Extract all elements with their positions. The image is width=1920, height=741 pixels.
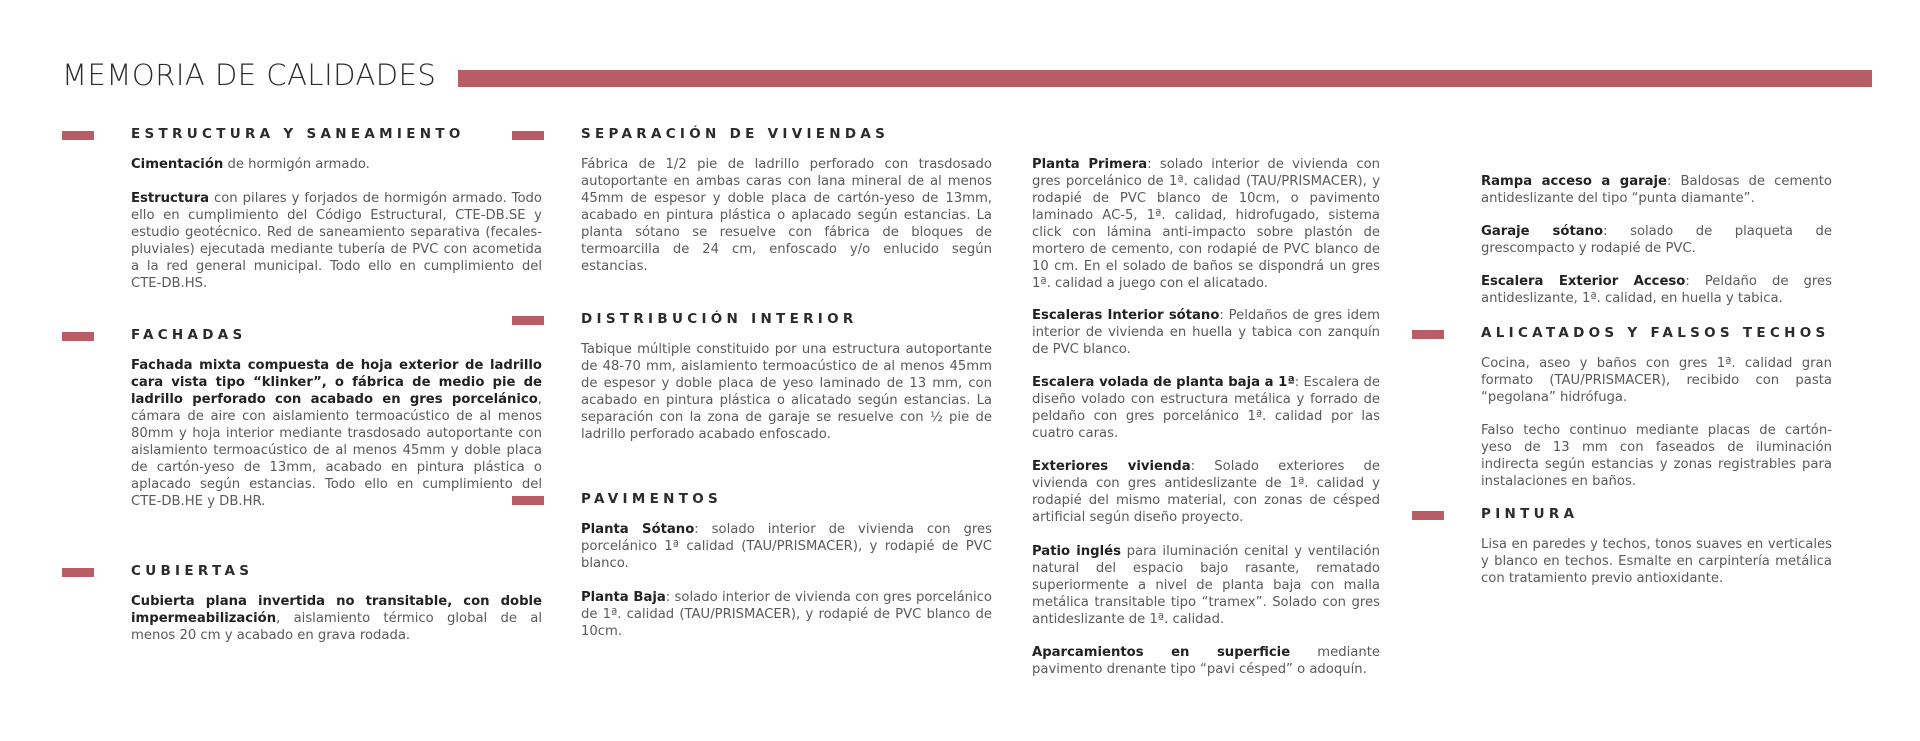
paragraph-alicatados: Cocina, aseo y baños con gres 1ª. calidad gran formato (TAU/PRISMACER), recibido con pasta “pegolana” hidrófuga. xyxy=(1481,356,1832,405)
section-title: ALICATADOS Y FALSOS TECHOS xyxy=(1481,325,1830,341)
paragraph-separacion: Fábrica de 1/2 pie de ladrillo perforado con trasdosado autoportante en ambas caras con lana mineral de al menos 45mm de espesor y doble placa de cartón-yeso de 13mm, acabado en pintura plástica o aplacado según estancias. La planta sótano se resuelve con fábrica de bloques de termoarcilla de 24 cm, enfoscado y/o enlucido según estancias. xyxy=(581,157,992,274)
paragraph-aparcamientos: Aparcamientos en superficie mediante pavimento drenante tipo “pavi césped” o adoquín. xyxy=(1032,645,1380,677)
section-marker xyxy=(62,568,94,577)
paragraph-planta-primera: Planta Primera: solado interior de vivienda con gres porcelánico de 1ª. calidad (TAU/PRISMACER), y rodapié de PVC blanco de 10cm, o pavimento laminado AC-5, 1ª. calidad, hidrofugado, sistema click con lámina anti-impacto sobre plastón de mortero de cemento, con rodapié de PVC blanco de 10 cm. En el solado de baños se dispondrá un gres 1ª. calidad a juego con el alicatado. xyxy=(1032,157,1380,291)
paragraph-falso-techo: Falso techo continuo mediante placas de cartón-yeso de 13 mm con faseados de iluminación indirecta según estancias y zonas registrables para instalaciones en baños. xyxy=(1481,423,1832,489)
section-marker xyxy=(62,332,94,341)
paragraph-pintura: Lisa en paredes y techos, tonos suaves en verticales y blanco en techos. Esmalte en carpintería metálica con tratamiento previo antioxidante. xyxy=(1481,537,1832,586)
paragraph-cimentacion: Cimentación de hormigón armado. xyxy=(131,157,370,172)
paragraph-estructura: Estructura con pilares y forjados de hormigón armado. Todo ello en cumplimiento del Código Estructural, CTE-DB.SE y estudio geotécnico. Red de saneamiento separativa (fecales-pluviales) ejecutada mediante tubería de PVC con acometida a la red general municipal. Todo ello en cumplimiento del CTE-DB.HS. xyxy=(131,191,542,291)
paragraph-planta-sotano: Planta Sótano: solado interior de vivienda con gres porcelánico 1ª calidad (TAU/PRISMACER), y rodapié de PVC blanco. xyxy=(581,522,992,571)
section-marker xyxy=(512,131,544,140)
paragraph-fachadas: Fachada mixta compuesta de hoja exterior de ladrillo cara vista tipo “klinker”, o fábrica de medio pie de ladrillo perforado con acabado en gres porcelánico, cámara de aire con aislamiento termoacústico de al menos 80mm y hoja interior mediante trasdosado autoportante con aislamiento termoacústico de al menos 45mm y doble placa de cartón-yeso de 13mm, acabado en pintura plástica o aplacado según estancias. Todo ello en cumplimiento del CTE-DB.HE y DB.HR. xyxy=(131,358,542,509)
paragraph-distribucion: Tabique múltiple constituido por una estructura autoportante de 48-70 mm, aislamiento termoacústico de al menos 45mm de espesor y doble placa de yeso laminado de 13 mm, con acabado en pintura plástica o alicatado según estancias. La separación con la zona de garaje se resuelve con ½ pie de ladrillo perforado acabado enfoscado. xyxy=(581,342,992,442)
page-title: MEMORIA DE CALIDADES xyxy=(62,58,437,92)
section-marker xyxy=(1412,511,1444,520)
paragraph-escalera-exterior: Escalera Exterior Acceso: Peldaño de gres antideslizante, 1ª. calidad, en huella y tabica. xyxy=(1481,274,1832,306)
section-marker xyxy=(62,131,94,140)
section-title: PAVIMENTOS xyxy=(581,491,723,507)
section-marker xyxy=(512,316,544,325)
paragraph-rampa-garaje: Rampa acceso a garaje: Baldosas de cemento antideslizante del tipo “punta diamante”. xyxy=(1481,174,1833,206)
section-title: SEPARACIÓN DE VIVIENDAS xyxy=(581,126,890,142)
section-title: CUBIERTAS xyxy=(131,563,254,579)
paragraph-garaje-sotano: Garaje sótano: solado de plaqueta de grescompacto y rodapié de PVC. xyxy=(1481,224,1832,256)
section-marker xyxy=(512,496,544,505)
section-title: FACHADAS xyxy=(131,327,247,343)
section-marker xyxy=(1412,330,1444,339)
section-title: PINTURA xyxy=(1481,506,1579,522)
paragraph-exteriores: Exteriores vivienda: Solado exteriores de vivienda con gres antideslizante de 1ª. calidad y rodapié del mismo material, con zonas de césped artificial según diseño proyecto. xyxy=(1032,459,1380,525)
paragraph-escaleras-interior: Escaleras Interior sótano: Peldaños de gres idem interior de vivienda en huella y tabica con zanquín de PVC blanco. xyxy=(1032,308,1381,357)
paragraph-cubiertas: Cubierta plana invertida no transitable, con doble impermeabilización, aislamiento térmico global de al menos 20 cm y acabado en grava rodada. xyxy=(131,594,542,643)
section-title: ESTRUCTURA Y SANEAMIENTO xyxy=(131,126,465,142)
section-title: DISTRIBUCIÓN INTERIOR xyxy=(581,311,858,327)
title-accent-bar xyxy=(458,70,1872,87)
paragraph-planta-baja: Planta Baja: solado interior de vivienda con gres porcelánico de 1ª. calidad (TAU/PRISMACER), y rodapié de PVC blanco de 10cm. xyxy=(581,590,993,639)
paragraph-escalera-volada: Escalera volada de planta baja a 1ª: Escalera de diseño volado con estructura metálica y forrado de peldaño con gres porcelánico 1ª. calidad por las cuatro caras. xyxy=(1032,375,1380,441)
paragraph-patio-ingles: Patio inglés para iluminación cenital y ventilación natural del espacio bajo rasante, rematado superiormente a nivel de planta baja con malla metálica transitable tipo “tramex”. Solado con gres antideslizante de 1ª. calidad. xyxy=(1032,544,1380,627)
